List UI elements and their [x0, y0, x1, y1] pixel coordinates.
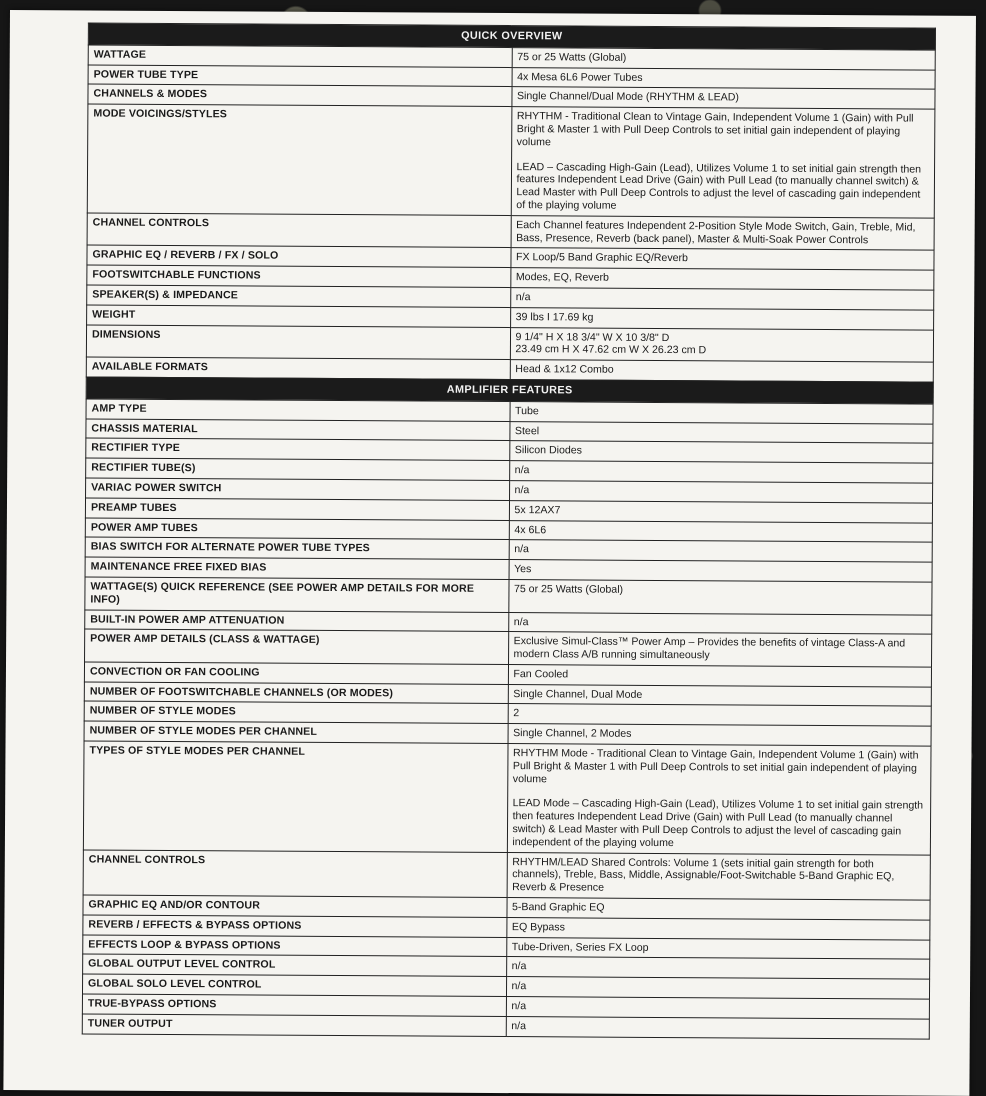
spec-sheet-paper	[3, 10, 976, 1096]
spec-value-line: Steel	[514, 424, 540, 437]
spec-value	[509, 560, 933, 582]
spec-label: GLOBAL OUTPUT LEVEL CONTROL	[83, 954, 507, 976]
spec-label: POWER AMP DETAILS (CLASS & WATTAGE)	[85, 629, 509, 664]
spec-value	[506, 917, 930, 939]
spec-value-line: FX Loop/5 Band Graphic EQ/Reverb	[515, 251, 688, 265]
spec-value-line: n/a	[515, 291, 531, 304]
spec-label: FOOTSWITCHABLE FUNCTIONS	[87, 265, 511, 287]
spec-label: TYPES OF STYLE MODES PER CHANNEL	[83, 741, 507, 852]
spec-value-line: Head & 1x12 Combo	[515, 363, 614, 376]
spec-value	[508, 704, 932, 726]
spec-value-paragraph: RHYTHM - Traditional Clean to Vintage Gain, Independent Volume 1 (Gain) with Pull Bright & Master 1 with Pull Deep Controls to set initial gain independent of playing volume	[516, 110, 914, 149]
spec-value	[510, 268, 934, 290]
spec-value	[509, 540, 933, 562]
spec-value	[509, 461, 933, 483]
spec-label: WATTAGE(S) QUICK REFERENCE (SEE POWER AMP DETAILS FOR MORE INFO)	[85, 577, 509, 612]
spec-label: AMP TYPE	[86, 399, 510, 421]
table-row	[83, 850, 930, 901]
spec-value	[511, 107, 935, 218]
spec-value-line: 4x Mesa 6L6 Power Tubes	[517, 70, 643, 84]
spec-label: TUNER OUTPUT	[82, 1014, 506, 1036]
spec-label: GRAPHIC EQ / REVERB / FX / SOLO	[87, 245, 511, 267]
spec-value	[509, 401, 933, 423]
spec-value	[507, 852, 931, 900]
spec-label: CHANNEL CONTROLS	[83, 850, 507, 898]
spec-value-line: Modes, EQ, Reverb	[515, 271, 609, 284]
spec-value-line: 5-Band Graphic EQ	[511, 901, 605, 914]
spec-label: GRAPHIC EQ AND/OR CONTOUR	[83, 895, 507, 917]
spec-value	[508, 684, 932, 706]
spec-value	[506, 898, 930, 920]
spec-label: NUMBER OF STYLE MODES PER CHANNEL	[84, 721, 508, 743]
spec-value-line: 23.49 cm H X 47.62 cm W X 26.23 cm D	[515, 343, 707, 357]
spec-label: CHASSIS MATERIAL	[86, 419, 510, 441]
spec-value	[510, 248, 934, 270]
spec-label: REVERB / EFFECTS & BYPASS OPTIONS	[83, 915, 507, 937]
spec-label: NUMBER OF FOOTSWITCHABLE CHANNELS (OR MODES)	[84, 682, 508, 704]
spec-label: TRUE-BYPASS OPTIONS	[82, 994, 506, 1016]
spec-value-line: 75 or 25 Watts (Global)	[517, 50, 627, 64]
spec-sheet	[82, 22, 936, 1039]
spec-label: WATTAGE	[88, 45, 512, 67]
spec-value-line: n/a	[513, 615, 529, 628]
spec-label: POWER TUBE TYPE	[88, 65, 512, 87]
spec-value	[506, 957, 930, 979]
spec-label: CHANNEL CONTROLS	[87, 213, 511, 248]
spec-value-line: 4x 6L6	[514, 523, 547, 536]
spec-value-line: n/a	[514, 464, 530, 477]
spec-value	[511, 87, 935, 109]
spec-value-line: Tube	[515, 404, 539, 417]
table-row	[87, 104, 935, 218]
spec-value-line: 2	[513, 707, 520, 720]
spec-value	[506, 997, 930, 1019]
spec-value	[510, 327, 934, 362]
spec-value-line: Single Channel, Dual Mode	[513, 687, 643, 701]
spec-value-paragraph: RHYTHM Mode - Traditional Clean to Vintage Gain, Independent Volume 1 (Gain) with Pull Bright & Master 1 with Pull Deep Controls to set initial gain independent of playing volume	[512, 747, 919, 785]
spec-value	[510, 360, 934, 382]
spec-value	[508, 664, 932, 686]
spec-label: DIMENSIONS	[86, 325, 510, 360]
spec-value-line: Tube-Driven, Series FX Loop	[511, 940, 649, 954]
table-row	[87, 213, 934, 251]
spec-value-line: Each Channel features Independent 2-Position Style Mode Switch, Gain, Treble, Mid, Bass, Presence, Reverb (back panel), Master & Multi-Soak Power Controls	[516, 218, 916, 246]
spec-value-line: n/a	[511, 1019, 527, 1032]
table-row	[82, 1014, 929, 1039]
spec-value	[507, 744, 931, 855]
spec-value	[509, 441, 933, 463]
spec-label: MODE VOICINGS/STYLES	[87, 104, 511, 215]
spec-value	[508, 612, 932, 634]
spec-value	[511, 215, 935, 250]
spec-value-paragraph: LEAD – Cascading High-Gain (Lead), Utilizes Volume 1 to set initial gain strength then features Independent Lead Drive (Gain) with Pull Lead (to manually channel switch) & Lead Master with Pull Deep Controls to adjust the level of cascading gain independent of the playing volume	[516, 160, 922, 212]
spec-label: POWER AMP TUBES	[85, 517, 509, 539]
spec-table	[82, 22, 936, 1039]
spec-label: BUILT-IN POWER AMP ATTENUATION	[85, 609, 509, 631]
spec-label: GLOBAL SOLO LEVEL CONTROL	[82, 974, 506, 996]
spec-label: AVAILABLE FORMATS	[86, 357, 510, 379]
spec-value-line: 9 1/4" H X 18 3/4" W X 10 3/8" D	[515, 330, 670, 344]
spec-label: SPEAKER(S) & IMPEDANCE	[87, 285, 511, 307]
spec-value-line: Fan Cooled	[513, 667, 569, 681]
spec-value	[506, 937, 930, 959]
spec-value-line: n/a	[511, 980, 527, 993]
amplifier-features-title: AMPLIFIER FEATURES	[86, 377, 933, 404]
spec-value-line: Silicon Diodes	[514, 444, 582, 457]
spec-value-line: Exclusive Simul-Class™ Power Amp – Provides the benefits of vintage Class-A and modern Class A/B running simultaneously	[513, 635, 906, 662]
spec-value	[508, 724, 932, 746]
spec-value	[509, 500, 933, 522]
spec-value	[512, 47, 936, 69]
spec-value-line: Single Channel/Dual Mode (RHYTHM & LEAD)	[516, 90, 739, 104]
spec-value	[510, 288, 934, 310]
spec-value-line: n/a	[511, 960, 527, 973]
spec-label: PREAMP TUBES	[85, 498, 509, 520]
spec-value	[512, 67, 936, 89]
table-row	[85, 629, 932, 667]
spec-value	[508, 632, 932, 667]
spec-value-line: n/a	[511, 1000, 527, 1013]
spec-value-line: 39 lbs I 17.69 kg	[515, 310, 594, 324]
spec-label: CHANNELS & MODES	[88, 84, 512, 106]
spec-value-line: 75 or 25 Watts (Global)	[513, 582, 624, 596]
spec-value	[506, 1016, 930, 1038]
table-row	[85, 577, 932, 615]
spec-label: VARIAC POWER SWITCH	[86, 478, 510, 500]
spec-value	[509, 520, 933, 542]
spec-value-line: Yes	[514, 563, 532, 576]
spec-value-line: EQ Bypass	[511, 920, 565, 934]
spec-value	[506, 977, 930, 999]
spec-label: RECTIFIER TYPE	[86, 438, 510, 460]
spec-value-line: 5x 12AX7	[514, 503, 561, 517]
table-row	[83, 741, 931, 855]
spec-value-line: Single Channel, 2 Modes	[513, 727, 632, 741]
spec-value-paragraph: LEAD Mode – Cascading High-Gain (Lead), Utilizes Volume 1 to set initial gain strength then features Independent Lead Drive (Gain) with Pull Lead (to manually channel switch) & Lead Master with Pull Deep Controls to adjust the level of cascading gain independent of the playing volume	[512, 797, 924, 849]
spec-value-line: RHYTHM/LEAD Shared Controls: Volume 1 (sets initial gain strength for both channels), Treble, Bass, Middle, Assignable/Foot-Switchable 5-Band Graphic EQ, Reverb & Presence	[512, 855, 895, 894]
spec-label: BIAS SWITCH FOR ALTERNATE POWER TUBE TYPES	[85, 537, 509, 559]
table-row	[86, 325, 933, 363]
spec-label: RECTIFIER TUBE(S)	[86, 458, 510, 480]
spec-label: CONVECTION OR FAN COOLING	[84, 662, 508, 684]
spec-value-line: n/a	[514, 543, 529, 556]
quick-overview-title: QUICK OVERVIEW	[88, 23, 935, 50]
spec-label: NUMBER OF STYLE MODES	[84, 701, 508, 723]
spec-value	[509, 480, 933, 502]
spec-value	[510, 307, 934, 329]
spec-label: WEIGHT	[87, 305, 511, 327]
spec-value	[508, 579, 932, 614]
spec-label: MAINTENANCE FREE FIXED BIAS	[85, 557, 509, 579]
spec-label: EFFECTS LOOP & BYPASS OPTIONS	[83, 935, 507, 957]
spec-value-line: n/a	[514, 484, 530, 497]
spec-value	[509, 421, 933, 443]
